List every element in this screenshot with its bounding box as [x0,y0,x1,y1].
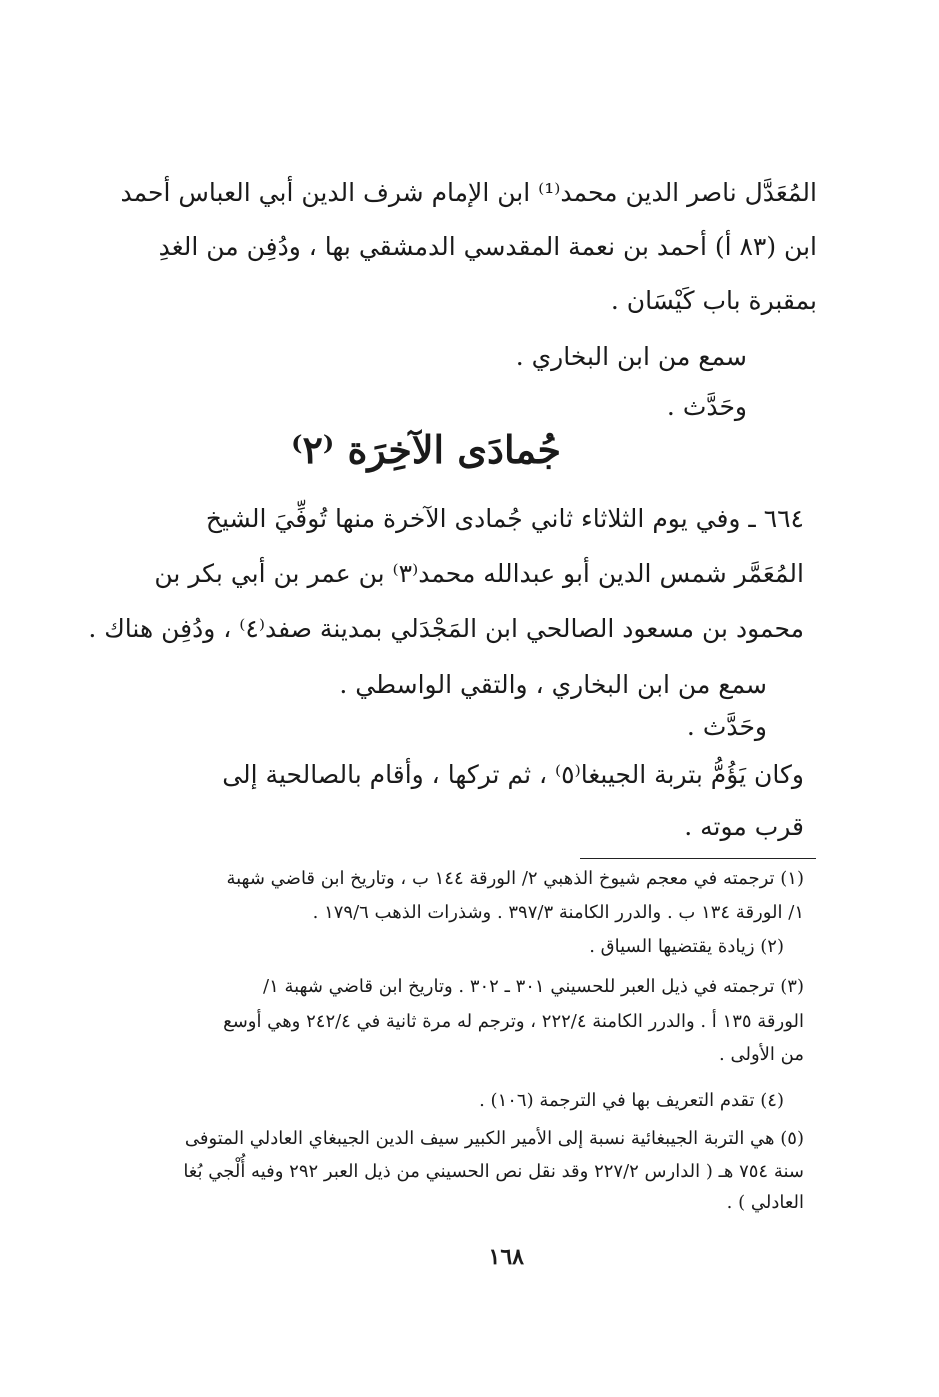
footnote-4: (٤) تقدم التعريف بها في الترجمة (١٠٦) . [479,1090,784,1111]
prev-entry-line-1: المُعَدَّل ناصر الدين محمد⁽¹⁾ ابن الإمام شرف الدين أبي العباس أحمد [120,178,817,207]
footnote-5-line-3: العادلي ) . [726,1192,804,1213]
entry-664-narrated: وحَدَّث . [686,712,767,741]
footnote-2: (٢) زيادة يقتضيها السياق . [589,936,784,957]
prev-entry-heard: سمع من ابن البخاري . [515,342,747,371]
footnote-1-line-2: ١/ الورقة ١٣٤ ب . والدرر الكامنة ٣٩٧/٣ . وشذرات الذهب ١٧٩/٦ . [312,902,804,923]
prev-entry-narrated: وحَدَّث . [666,392,747,421]
entry-664-extra-line-1: وكان يَؤُمُّ بتربة الجيبغا⁽٥⁾ ، ثم تركها ، وأقام بالصالحية إلى [222,760,804,789]
entry-664-extra-line-2: قرب موته . [684,812,804,841]
footnote-1-line-1: (١) ترجمته في معجم شيوخ الذهبي ٢/ الورقة ١٤٤ ب ، وتاريخ ابن قاضي شهبة [226,868,804,889]
entry-664-line-1: ٦٦٤ ـ وفي يوم الثلاثاء ثاني جُمادى الآخرة منها تُوفِّيَ الشيخ [205,504,804,533]
footnote-3-line-2: الورقة ١٣٥ أ . والدرر الكامنة ٢٢٢/٤ ، وترجم له مرة ثانية في ٢٤٢/٤ وهي أوسع [223,1011,804,1032]
footnote-5-line-2: سنة ٧٥٤ هـ ( الدارس ٢٢٧/٢ وقد نقل نص الحسيني من ذيل العبر ٢٩٢ وفيه أُلْجي بُغا [183,1161,804,1182]
footnote-5-line-1: (٥) هي التربة الجيبغائية نسبة إلى الأمير الكبير سيف الدين الجيبغاي العادلي المتوفى [184,1128,804,1149]
prev-entry-line-3: بمقبرة باب كَيْسَان . [610,286,817,315]
footnote-3-line-1: (٣) ترجمته في ذيل العبر للحسيني ٣٠١ ـ ٣٠٢ . وتاريخ ابن قاضي شهبة ١/ [262,976,804,997]
entry-664-line-3: محمود بن مسعود الصالحي ابن المَجْدَلي بمدينة صفد⁽٤⁾ ، ودُفِن هناك . [88,614,804,643]
section-heading: جُمادَى الآخِرَة ⁽٢⁾ [291,427,561,472]
prev-entry-line-2: ابن (٨٣ أ) أحمد بن نعمة المقدسي الدمشقي بها ، ودُفِن من الغدِ [158,232,817,261]
entry-664-heard: سمع من ابن البخاري ، والتقي الواسطي . [339,670,767,699]
footnote-separator [580,858,816,859]
page-number: ١٦٨ [488,1244,524,1270]
entry-664-line-2: المُعَمَّر شمس الدين أبو عبدالله محمد⁽٣⁾ بن عمر بن أبي بكر بن [154,559,804,588]
footnote-3-line-3: من الأولى . [719,1044,804,1065]
